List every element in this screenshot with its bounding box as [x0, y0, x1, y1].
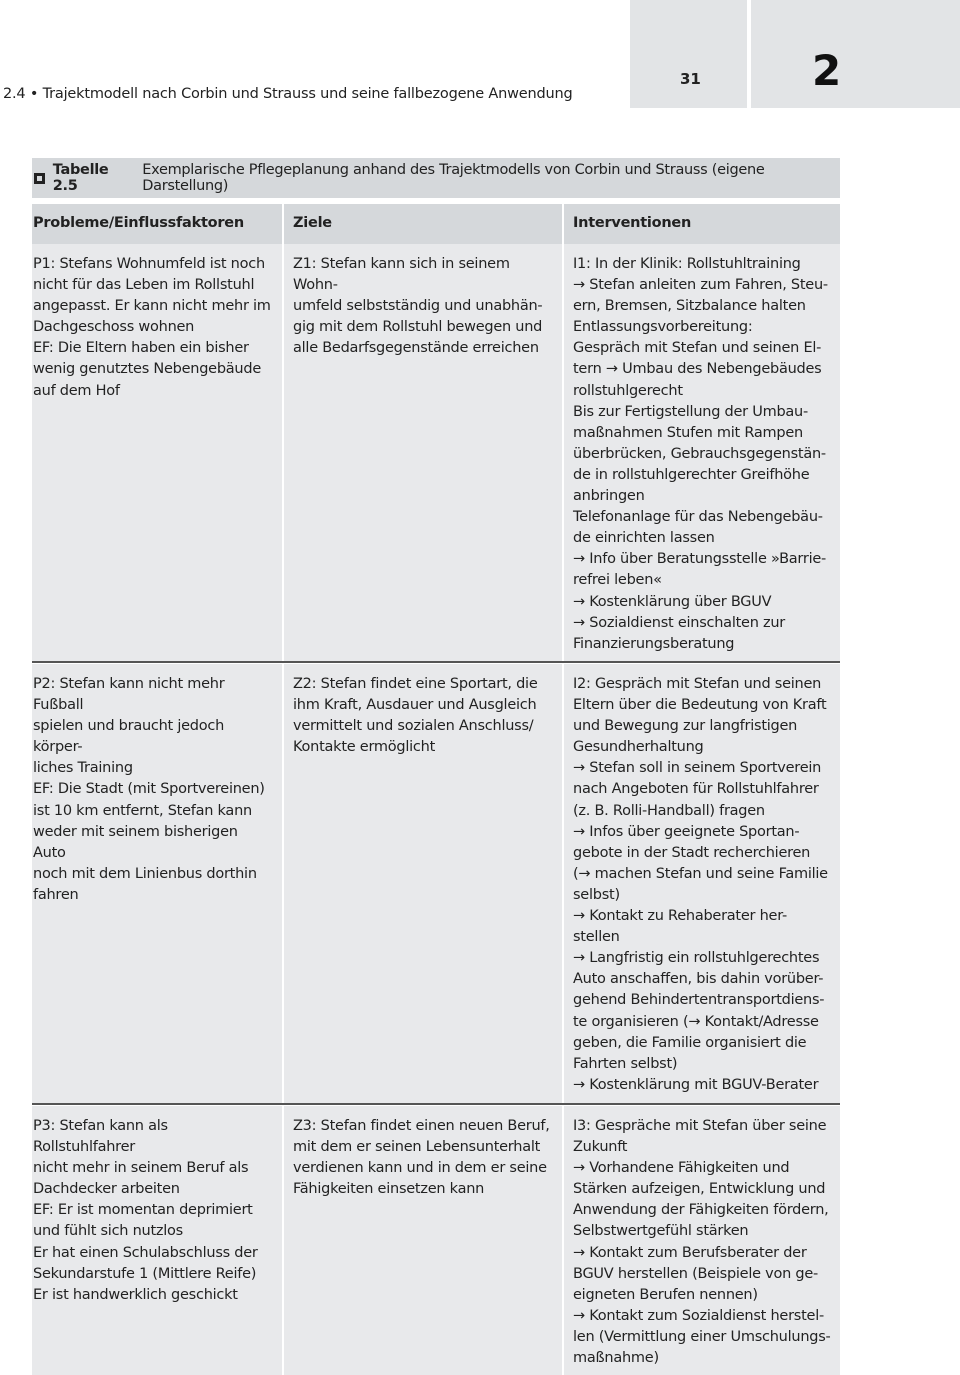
goal-cell: Z2: Stefan findet eine Sportart, die ihm Kraft, Ausdauer und Ausgleich vermittelt und sozialen Anschluss/ Kontakte ermöglicht	[282, 664, 562, 1103]
problem-cell: P1: Stefans Wohnumfeld ist noch nicht für das Leben im Rollstuhl angepasst. Er kann nicht mehr im Dachgeschoss wohnen EF: Die Eltern haben ein bisher wenig genutztes Nebengebäude auf dem Hof	[32, 244, 282, 661]
table-row	[32, 664, 840, 1103]
goal-cell: Z3: Stefan findet einen neuen Beruf, mit dem er seinen Lebensunterhalt verdienen kann und in dem er seine Fähigkeiten einsetzen kann	[282, 1106, 562, 1375]
column-header-interventions: Interventionen	[562, 204, 840, 244]
running-title: 2.4 • Trajektmodell nach Corbin und Strauss und seine fallbezogene Anwendung	[3, 86, 573, 102]
table-marker-icon	[34, 173, 45, 184]
goal-cell: Z1: Stefan kann sich in seinem Wohn- umfeld selbstständig und unabhän- gig mit dem Rollstuhl bewegen und alle Bedarfsgegenstände erreichen	[282, 244, 562, 661]
column-header-goals: Ziele	[282, 204, 562, 244]
column-header-problems: Probleme/Einflussfaktoren	[32, 204, 282, 244]
chapter-box	[751, 0, 960, 108]
intervention-cell: I2: Gespräch mit Stefan und seinen Eltern über die Bedeutung von Kraft und Bewegung zur langfristigen Gesundherhaltung → Stefan soll in seinem Sportverein nach Angeboten für Rollstuhlfahrer (z. B. Rolli-Handball) fragen → Infos über geeignete Sportan- gebote in der Stadt recherchieren (→ machen Stefan und seine Familie selbst) → Kontakt zu Rehaberater her- stellen → Langfristig ein rollstuhlgerechtes Auto anschaffen, bis dahin vorüber- gehend Behindertentransportdiens- te organisieren (→ Kontakt/Adresse geben, die Familie organisiert die Fahrten selbst) → Kostenklärung mit BGUV-Berater	[562, 664, 840, 1103]
intervention-cell: I3: Gespräche mit Stefan über seine Zukunft → Vorhandene Fähigkeiten und Stärken aufzeigen, Entwicklung und Anwendung der Fähigkeiten fördern, Selbstwertgefühl stärken → Kontakt zum Berufsberater der BGUV herstellen (Beispiele von ge- eigneten Berufen nennen) → Kontakt zum Sozialdienst herstel- len (Vermittlung einer Umschulungs- maßnahme)	[562, 1106, 840, 1375]
intervention-cell: I1: In der Klinik: Rollstuhltraining → Stefan anleiten zum Fahren, Steu- ern, Bremsen, Sitzbalance halten Entlassungsvorbereitung: Gespräch mit Stefan und seinen El- tern → Umbau des Nebengebäudes rollstuhlgerecht Bis zur Fertigstellung der Umbau- maßnahmen Stufen mit Rampen überbrücken, Gebrauchsgegenstän- de in rollstuhlgerechter Greifhöhe anbringen Telefonanlage für das Nebengebäu- de einrichten lassen → Info über Beratungsstelle »Barrie- refrei leben« → Kostenklärung über BGUV → Sozialdienst einschalten zur Finanzierungsberatung	[562, 244, 840, 661]
table-row	[32, 244, 840, 661]
table-caption-text: Exemplarische Pflegeplanung anhand des Trajektmodells von Corbin und Strauss (eigene Darstellung)	[142, 162, 765, 194]
page-number: 31	[680, 70, 701, 88]
problem-cell: P3: Stefan kann als Rollstuhlfahrer nicht mehr in seinem Beruf als Dachdecker arbeiten EF: Er ist momentan deprimiert und fühlt sich nutzlos Er hat einen Schulabschluss der Sekundarstufe 1 (Mittlere Reife) Er ist handwerklich geschickt	[32, 1106, 282, 1375]
table-header	[32, 204, 840, 244]
care-plan-table	[32, 204, 840, 1375]
table-label: Tabelle 2.5	[52, 162, 109, 194]
table-caption	[32, 158, 840, 198]
chapter-number: 2	[812, 46, 842, 95]
table-row	[32, 1106, 840, 1375]
page-number-box	[630, 0, 747, 108]
problem-cell: P2: Stefan kann nicht mehr Fußball spielen und braucht jedoch körper- liches Training EF: Die Stadt (mit Sportvereinen) ist 10 km entfernt, Stefan kann weder mit seinem bisherigen Auto noch mit dem Linienbus dorthin fahren	[32, 664, 282, 1103]
